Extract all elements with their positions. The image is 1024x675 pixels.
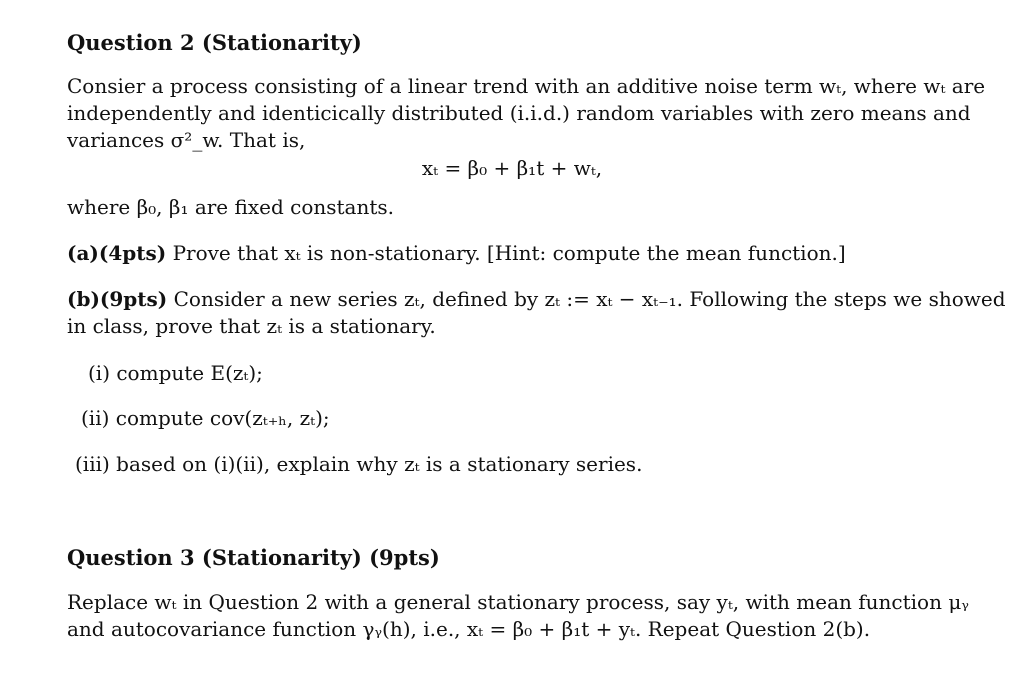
q3-title: Question 3 (Stationarity) (9pts) — [67, 545, 440, 570]
q2-part-b-line-2: in class, prove that zₜ is a stationary. — [67, 314, 436, 338]
q3-text-line-2: and autocovariance function γᵧ(h), i.e., xₜ = β₀ + β₁t + yₜ. Repeat Question 2(b). — [67, 617, 871, 641]
q2-title: Question 2 (Stationarity) — [67, 30, 362, 55]
q2-part-b-line-1 — [67, 286, 1006, 312]
q2-subpart-iii: (iii) based on (i)(ii), explain why zₜ is a stationary series. — [75, 452, 643, 476]
q2-part-a — [67, 240, 846, 266]
q2-where-text: where β₀, β₁ are fixed constants. — [67, 195, 395, 219]
q2-part-a-label: (a)(4pts) — [67, 241, 167, 265]
q2-intro-line-3: variances σ²_w. That is, — [67, 128, 306, 152]
q2-part-a-text: Prove that xₜ is non-stationary. [Hint: compute the mean function.] — [172, 241, 846, 265]
q2-part-b-text-1: Consider a new series zₜ, defined by zₜ := xₜ − xₜ₋₁. Following the steps we showed — [173, 287, 1006, 311]
q3-text-line-1: Replace wₜ in Question 2 with a general stationary process, say yₜ, with mean function μᵧ — [67, 590, 969, 614]
q2-subpart-i: (i) compute E(zₜ); — [88, 361, 263, 385]
q2-subpart-ii: (ii) compute cov(zₜ₊ₕ, zₜ); — [81, 406, 330, 430]
q2-intro-line-2: independently and identicically distributed (i.i.d.) random variables with zero means and — [67, 101, 971, 125]
q2-equation: xₜ = β₀ + β₁t + wₜ, — [421, 156, 603, 180]
q2-part-b-label: (b)(9pts) — [67, 287, 168, 311]
q2-intro-line-1: Consier a process consisting of a linear trend with an additive noise term wₜ, where wₜ are — [67, 74, 986, 98]
